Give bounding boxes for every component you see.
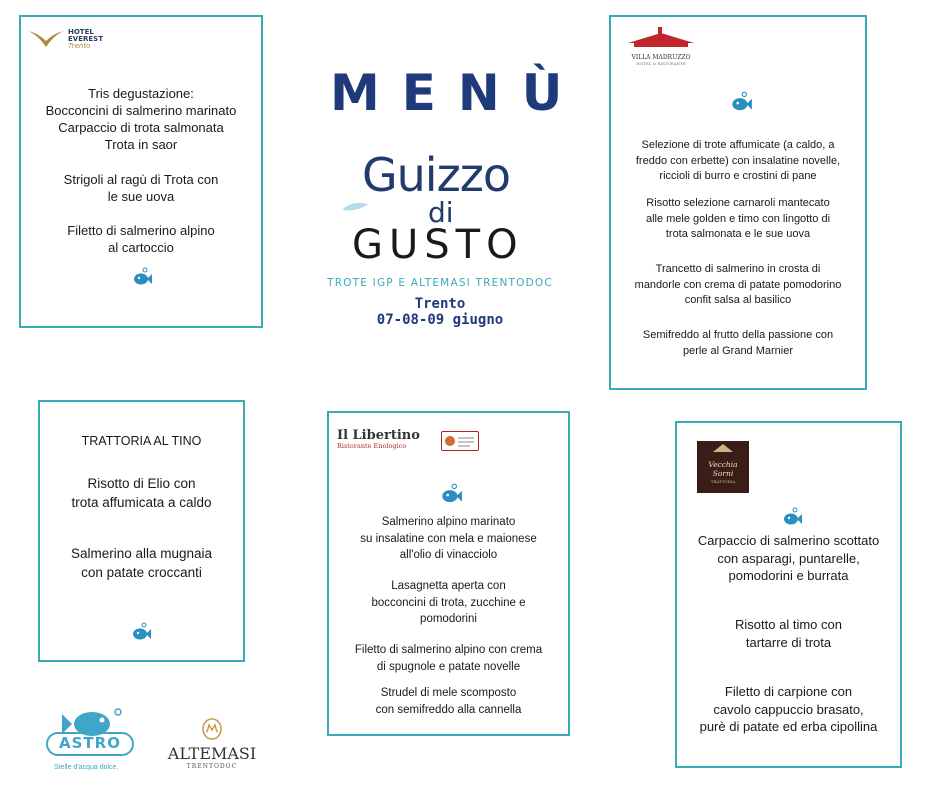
logo-line: Trento <box>68 42 91 50</box>
trattoria-tino-card <box>38 400 245 662</box>
logo-line: EVEREST <box>68 35 103 43</box>
event-city: Trento <box>414 296 466 312</box>
il-libertino-logo <box>337 429 420 450</box>
dish-salmerino-marinato: Salmerino alpino marinato su insalatine con mela e maionese all'olio di vinacciolo <box>360 516 537 561</box>
eagle-icon <box>26 27 66 51</box>
event-subtitle: TROTE IGP E ALTEMASI TRENTODOC <box>327 277 553 289</box>
dish-trancetto: Trancetto di salmerino in crosta di mandorle con crema di patate pomodorino confit salsa al basilico <box>634 263 842 306</box>
astro-name: ASTRO <box>59 734 121 752</box>
restaurant-heading: TRATTORIA AL TINO <box>81 434 202 448</box>
dish-semifreddo: Semifreddo al frutto della passione con perle al Grand Marnier <box>642 329 834 357</box>
logo-line: Ristorante Enologico <box>337 442 407 450</box>
astro-tagline: Stelle d'acqua dolce. <box>54 764 119 771</box>
hotel-everest-logo <box>26 27 103 56</box>
wine-emblem-icon <box>441 431 479 451</box>
logo-line: HOTEL <box>68 28 94 36</box>
altemasi-logo <box>162 718 262 774</box>
fish-icon <box>130 622 152 642</box>
logo-line: Vecchia Sorni <box>708 460 738 478</box>
vecchia-sorni-logo <box>697 441 749 493</box>
villa-building-icon <box>626 27 696 49</box>
dish-trote-affumicate: Selezione di trote affumicate (a caldo, a freddo con erbette) con insalatine novelle, riccioli di burro e crostini di pane <box>635 139 841 182</box>
logo-line: VILLA MADRUZZO <box>631 54 691 61</box>
altemasi-emblem-icon <box>200 718 224 740</box>
brand-gusto: GUSTO <box>352 222 524 268</box>
dish-filetto: Filetto di salmerino alpino al cartoccio <box>67 223 215 255</box>
logo-line: TRATTORIA <box>710 479 736 484</box>
logo-line: HOTEL & RISTORANTE <box>636 61 686 66</box>
brand-di: di <box>428 196 454 229</box>
dish-filetto-carpione: Filetto di carpione con cavolo cappuccio brasato, purè di patate ed erba cipollina <box>699 684 878 734</box>
menu-title: MENÙ <box>330 64 585 122</box>
fish-icon <box>131 267 153 287</box>
house-icon <box>697 441 749 455</box>
astro-badge <box>46 732 134 756</box>
dish-strudel: Strudel di mele scomposto con semifreddo alla cannella <box>375 687 522 716</box>
dish-risotto-elio: Risotto di Elio con trota affumicata a caldo <box>71 476 212 510</box>
dish-strigoli: Strigoli al ragù di Trota con le sue uova <box>63 172 219 204</box>
fish-brushstroke-icon <box>340 198 370 221</box>
vecchia-sorni-card <box>675 421 902 768</box>
altemasi-sub: TRENTODOC <box>186 763 238 770</box>
dish-lasagnetta: Lasagnetta aperta con bocconcini di trota, zucchine e pomodorini <box>371 580 526 625</box>
dish-tris: Tris degustazione: Bocconcini di salmerino marinato Carpaccio di trota salmonata Trota in saor <box>45 86 237 152</box>
villa-madruzzo-logo <box>625 27 697 66</box>
astro-logo <box>44 706 144 778</box>
fish-icon <box>439 483 463 505</box>
logo-line: Il Libertino <box>337 428 420 443</box>
dish-filetto-spugnole: Filetto di salmerino alpino con crema di spugnole e patate novelle <box>354 644 543 673</box>
brand-name: Guizzo <box>362 148 511 202</box>
dish-carpaccio-salmerino: Carpaccio di salmerino scottato con asparagi, puntarelle, pomodorini e burrata <box>697 533 880 583</box>
dish-risotto: Risotto selezione carnaroli mantecato alle mele golden e timo con lingotto di trota salmonata e le sue uova <box>645 197 831 240</box>
fish-icon <box>729 91 753 113</box>
event-dates: 07-08-09 giugno <box>376 312 504 328</box>
dish-salmerino-mugnaia: Salmerino alla mugnaia con patate croccanti <box>70 546 213 580</box>
hotel-everest-card <box>19 15 263 328</box>
dish-risotto-timo: Risotto al timo con tartarre di trota <box>735 617 842 650</box>
il-libertino-card <box>327 411 570 736</box>
altemasi-name: ALTEMASI <box>167 744 257 763</box>
villa-madruzzo-card <box>609 15 867 390</box>
fish-icon <box>781 507 803 527</box>
